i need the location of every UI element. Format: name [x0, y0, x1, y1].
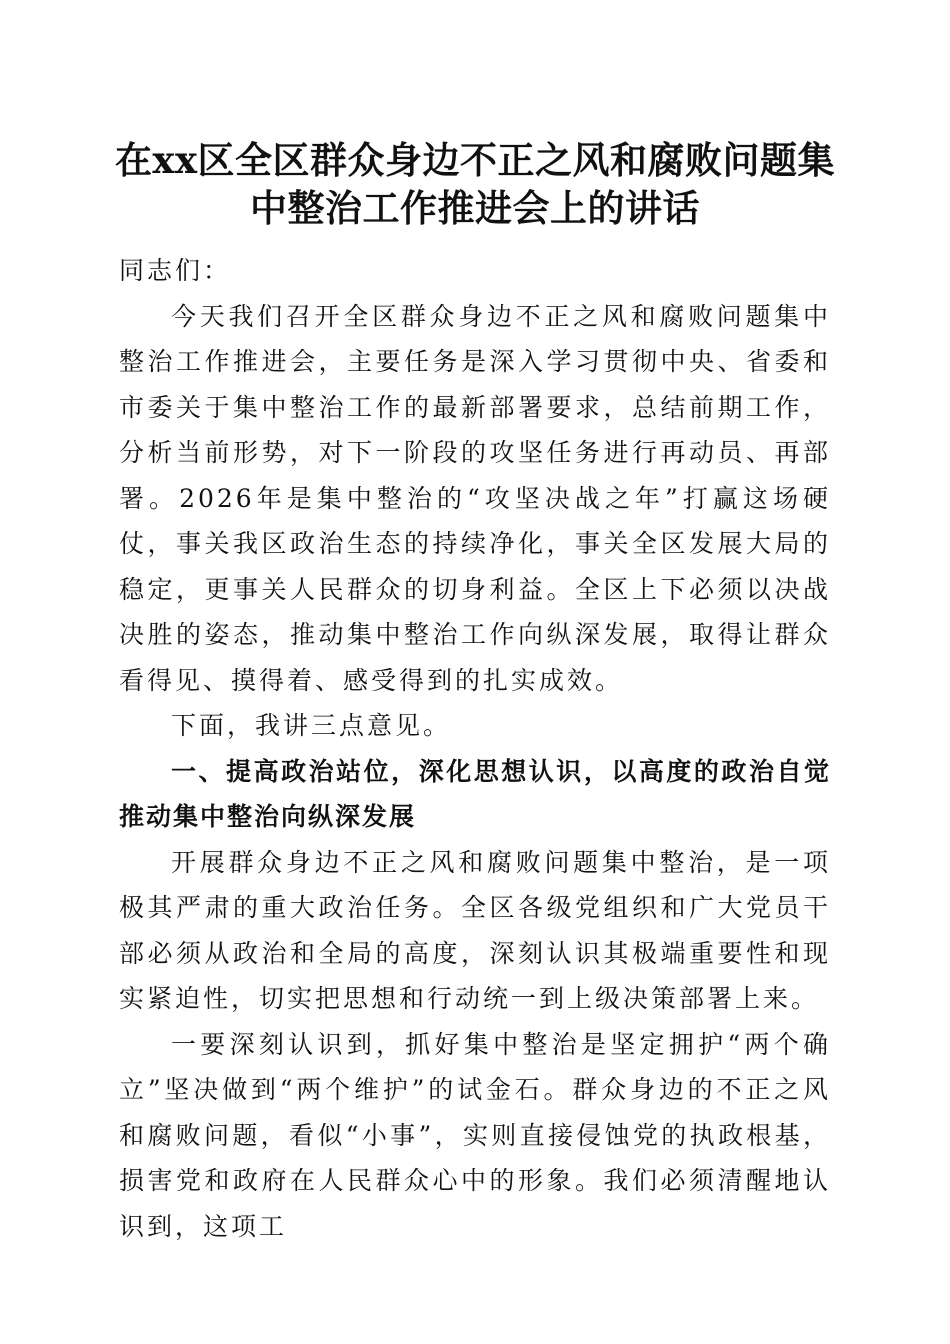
- opening-paragraph: 今天我们召开全区群众身边不正之风和腐败问题集中整治工作推进会，主要任务是深入学习贯彻中央、省委和市委关于集中整治工作的最新部署要求，总结前期工作，分析当前形势，对下一阶段的攻坚任务进行再动员、再部署。2026年是集中整治的“攻坚决战之年”打赢这场硬仗，事关我区政治生态的持续净化，事关全区发展大局的稳定，更事关人民群众的切身利益。全区上下必须以决战决胜的姿态，推动集中整治工作向纵深发展，取得让群众看得见、摸得着、感受得到的扎实成效。: [119, 301, 831, 695]
- section-1-heading: 一、提高政治站位，深化思想认识，以高度的政治自觉推动集中整治向纵深发展: [119, 756, 831, 831]
- document-body: [119, 248, 831, 1249]
- document-title: [100, 136, 850, 232]
- salutation: 同志们：: [119, 256, 232, 285]
- title-line-2: 中整治工作推进会上的讲话: [250, 186, 700, 230]
- title-line-1: 在xx区全区群众身边不正之风和腐败问题集: [114, 138, 836, 182]
- transition-paragraph: 下面，我讲三点意见。: [171, 711, 452, 740]
- section-1-paragraph-2: 一要深刻认识到，抓好集中整治是坚定拥护“两个确立”坚决做到“两个维护”的试金石。群众身边的不正之风和腐败问题，看似“小事”，实则直接侵蚀党的执政根基，损害党和政府在人民群众心中的形象。我们必须清醒地认识到，这项工: [119, 1029, 831, 1241]
- section-1-paragraph-1: 开展群众身边不正之风和腐败问题集中整治，是一项极其严肃的重大政治任务。全区各级党组织和广大党员干部必须从政治和全局的高度，深刻认识其极端重要性和现实紧迫性，切实把思想和行动统一到上级决策部署上来。: [119, 847, 831, 1013]
